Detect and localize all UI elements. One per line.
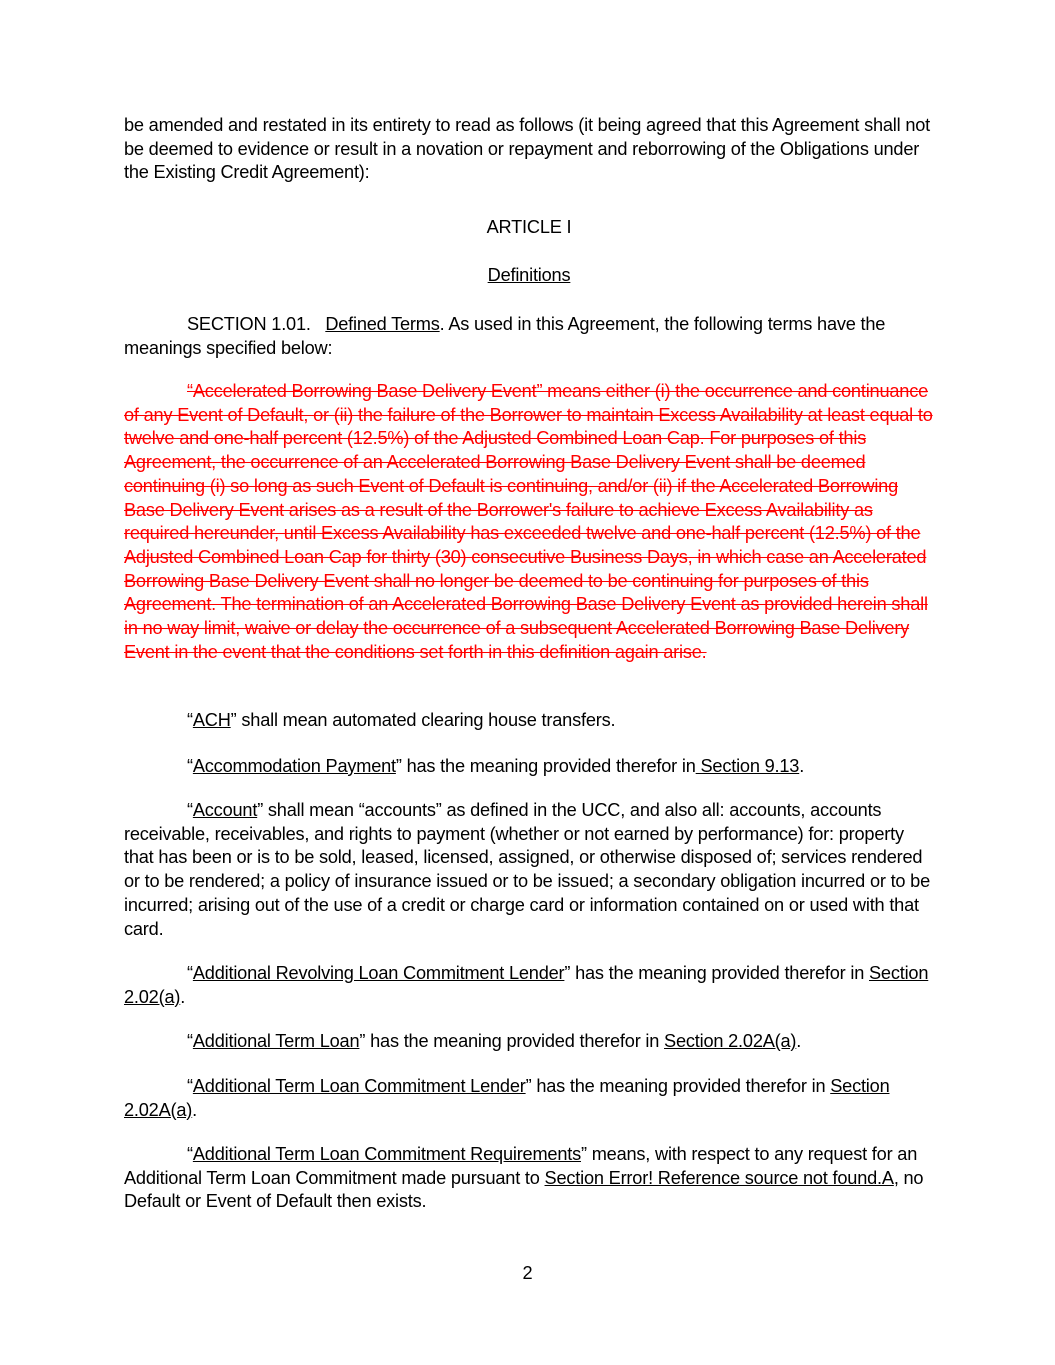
open-quote: “: [187, 963, 193, 983]
article-heading: ARTICLE I: [486, 217, 572, 237]
open-quote: “: [187, 1031, 193, 1051]
section-reference: Section 2.02(a): [124, 963, 929, 1007]
definition-account: [124, 799, 934, 941]
definition-text: ” has the meaning provided therefor in: [525, 1076, 831, 1096]
defined-term: Additional Term Loan Commitment Requirements: [192, 1144, 581, 1164]
page-number: 2: [522, 1263, 533, 1283]
defined-term: Additional Term Loan: [192, 1031, 360, 1051]
definition-ach-text: ” shall mean automated clearing house transfers.: [230, 710, 616, 730]
period: .: [796, 1031, 802, 1051]
defined-term: Additional Term Loan Commitment Lender: [192, 1076, 526, 1096]
section-title: Defined Terms: [325, 314, 440, 334]
article-title: [124, 264, 934, 288]
deleted-term: “Accelerated Borrowing Base Delivery Event: [187, 381, 537, 401]
article-title-text: Definitions: [487, 265, 571, 285]
definition-end: , no Default or Event of Default then exists.: [124, 1167, 924, 1212]
defined-term-ach: ACH: [192, 710, 231, 730]
section-label: SECTION 1.01.: [187, 314, 311, 334]
definition-ach: [124, 709, 934, 733]
intro-paragraph: be amended and restated in its entirety to read as follows (it being agreed that this Agreement shall not be deemed to evidence or result in a novation or repayment and reborrowing of the Obligations under the Existing Credit Agreement):: [124, 115, 931, 183]
definition-accommodation-payment: [124, 755, 934, 779]
section-1-01-paragraph: [124, 313, 934, 360]
defined-term: Additional Revolving Loan Commitment Lender: [192, 963, 565, 983]
open-quote: “: [187, 710, 193, 730]
period: .: [799, 756, 805, 776]
section-reference: Section 2.02A(a): [124, 1076, 890, 1120]
definition-additional-term-loan-commitment-requirements: [124, 1143, 934, 1214]
section-reference: Section Error! Reference source not found.A: [544, 1167, 894, 1188]
open-quote: “: [187, 1144, 193, 1164]
defined-term-accommodation-payment: Accommodation Payment: [192, 756, 396, 776]
open-quote: “: [187, 756, 193, 776]
definition-additional-term-loan-commitment-lender: [124, 1075, 934, 1122]
period: .: [180, 986, 186, 1007]
section-reference: Section 9.13: [695, 756, 800, 776]
defined-term-account: Account: [192, 800, 258, 820]
open-quote: “: [187, 1076, 193, 1096]
definition-text: ” has the meaning provided therefor in: [564, 963, 869, 983]
definition-additional-revolving-loan-commitment-lender: [124, 962, 934, 1009]
definition-additional-term-loan: [124, 1030, 934, 1054]
deleted-text: ” means either (i) the occurrence and continuance of any Event of Default, or (ii) the failure of the Borrower to maintain Excess Availability at least equal to twelve and one-half percent (12.5%) of the Adjusted Combined Loan Cap. For purposes of this Agreement, the occurrence of an Accelerated Borrowing Base Delivery Event shall be deemed continuing (i) so long as such Event of Default is continuing, and/or (ii) if the Accelerated Borrowing Base Delivery Event arises as a result of the Borrower's failure to achieve Excess Availability as required hereunder, until Excess Availability has exceeded twelve and one-half percent (12.5%) of the Adjusted Combined Loan Cap for thirty (30) consecutive Business Days, in which case an Accelerated Borrowing Base Delivery Event shall no longer be deemed to be continuing for purposes of this Agreement. The termination of an Accelerated Borrowing Base Delivery Event as provided herein shall in no way limit, waive or delay the occurrence of a subsequent Accelerated Borrowing Base Delivery Event in the event that the conditions set forth in this definition again arise.: [124, 381, 933, 662]
deleted-definition-accelerated-borrowing-base: [124, 380, 934, 664]
definition-text: ” has the meaning provided therefor in: [359, 1031, 665, 1051]
open-quote: “: [187, 800, 193, 820]
definition-text: ” shall mean “accounts” as defined in the UCC, and also all: accounts, accounts receivable, receivables, and rights to payment (whether or not earned by performance) for: property that has been or is to be sold, leased, licensed, assigned, or otherwise disposed of; services rendered or to be rendered; a policy of insurance issued or to be issued; a secondary obligation incurred or to be incurred; arising out of the use of a credit or charge card or information contained on or used with that card.: [124, 800, 931, 939]
section-text: . As used in this Agreement, the following terms have the meanings specified below:: [124, 314, 886, 358]
period: .: [192, 1099, 198, 1120]
definition-text: ” means, with respect to any request for an Additional Term Loan Commitment made pursuant to: [124, 1144, 918, 1188]
definition-text: ” has the meaning provided therefor in: [395, 756, 696, 776]
section-reference: Section 2.02A(a): [664, 1031, 797, 1051]
